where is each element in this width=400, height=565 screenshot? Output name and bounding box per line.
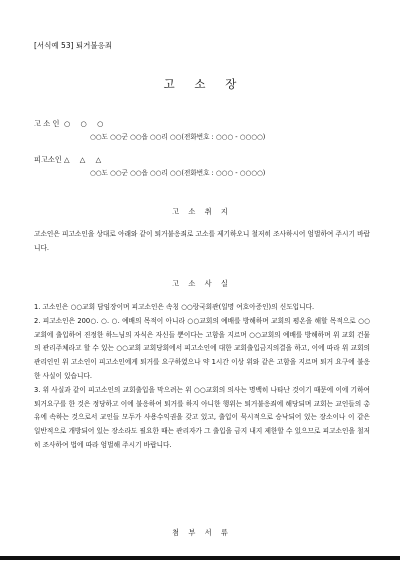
purpose-heading: 고 소 취 지 (172, 207, 228, 216)
facts-item-2: 2. 피고소인은 200○. ○. ○. 예배의 목적이 아니라 ○○교회의 예배를 방해하며 교회의 평온을 해할 목적으로 ○○교회에 출입하여 진정한 하느님의 자식은 자신들 뿐이다는 고함을 지르며 ○○교회의 예배를 방해하며 위 교회 건물의 관리주체라고 할 수 있는 ○○교회 교회당회에서 피고소인에 대한 교회출입금지의결을 하고, 이에 따라 위 교회의 관리인인 위 고소인이 피고소인에게 퇴거를 요구하였으나 약 1시간 이상 위와 같은 고함을 지르며 퇴거 요구에 불응한 사실이 있습니다. (34, 316, 370, 380)
facts-item-1: 1. 고소인은 ○○교회 담임장이며 피고소인은 속칭 ○○랑국회관(일명 여호아증인)의 신도입니다. (34, 303, 315, 311)
form-number: [서식예 53] 퇴거불응죄 (34, 41, 113, 50)
attachments-heading: 첨 부 서 류 (172, 528, 228, 537)
purpose-paragraph: 고소인은 피고소인을 상대로 아래와 같이 퇴거불응죄로 고소를 제기하오니 철저히 조사하시어 엄벌하여 주시기 바랍니다. (34, 230, 370, 252)
bottom-rule (0, 556, 400, 560)
accused-label: 피고소인 (34, 155, 62, 164)
accused-name: △ △ △ (64, 155, 103, 164)
facts-heading: 고 소 사 실 (172, 279, 228, 288)
purpose-text (34, 228, 370, 256)
facts-item-3: 3. 위 사실과 같이 피고소인의 교회출입을 막으려는 위 ○○교회의 의사는 명백히 나타난 것이기 때문에 이에 기하여 퇴거요구를 한 것은 정당하고 이에 불응하여 퇴거를 하지 아니한 행위는 퇴거불응죄에 해당되며 교회는 교인들의 총유에 속하는 것으로서 교인들 모두가 사용수익권을 갖고 있고, 출입이 묵시적으로 승낙되어 있는 장소이나 이 같은 일반적으로 개방되어 있는 장소라도 필요한 때는 관리자가 그 출입을 금지 내지 제한할 수 있으므로 피고소인을 철저히 조사하여 법에 따라 엄벌해 주시기 바랍니다. (34, 385, 370, 449)
complainant-label: 고 소 인 (34, 119, 60, 128)
complainant-address: ○○도 ○○군 ○○읍 ○○리 ○○(전화번호 : ○○○ - ○○○○) (90, 133, 266, 141)
document-title: 고 소 장 (163, 77, 237, 91)
facts-body (34, 301, 370, 453)
complainant-name: ○ ○ ○ (64, 119, 105, 128)
accused-address: ○○도 ○○군 ○○읍 ○○리 ○○(전화번호 : ○○○ - ○○○○) (90, 169, 266, 177)
